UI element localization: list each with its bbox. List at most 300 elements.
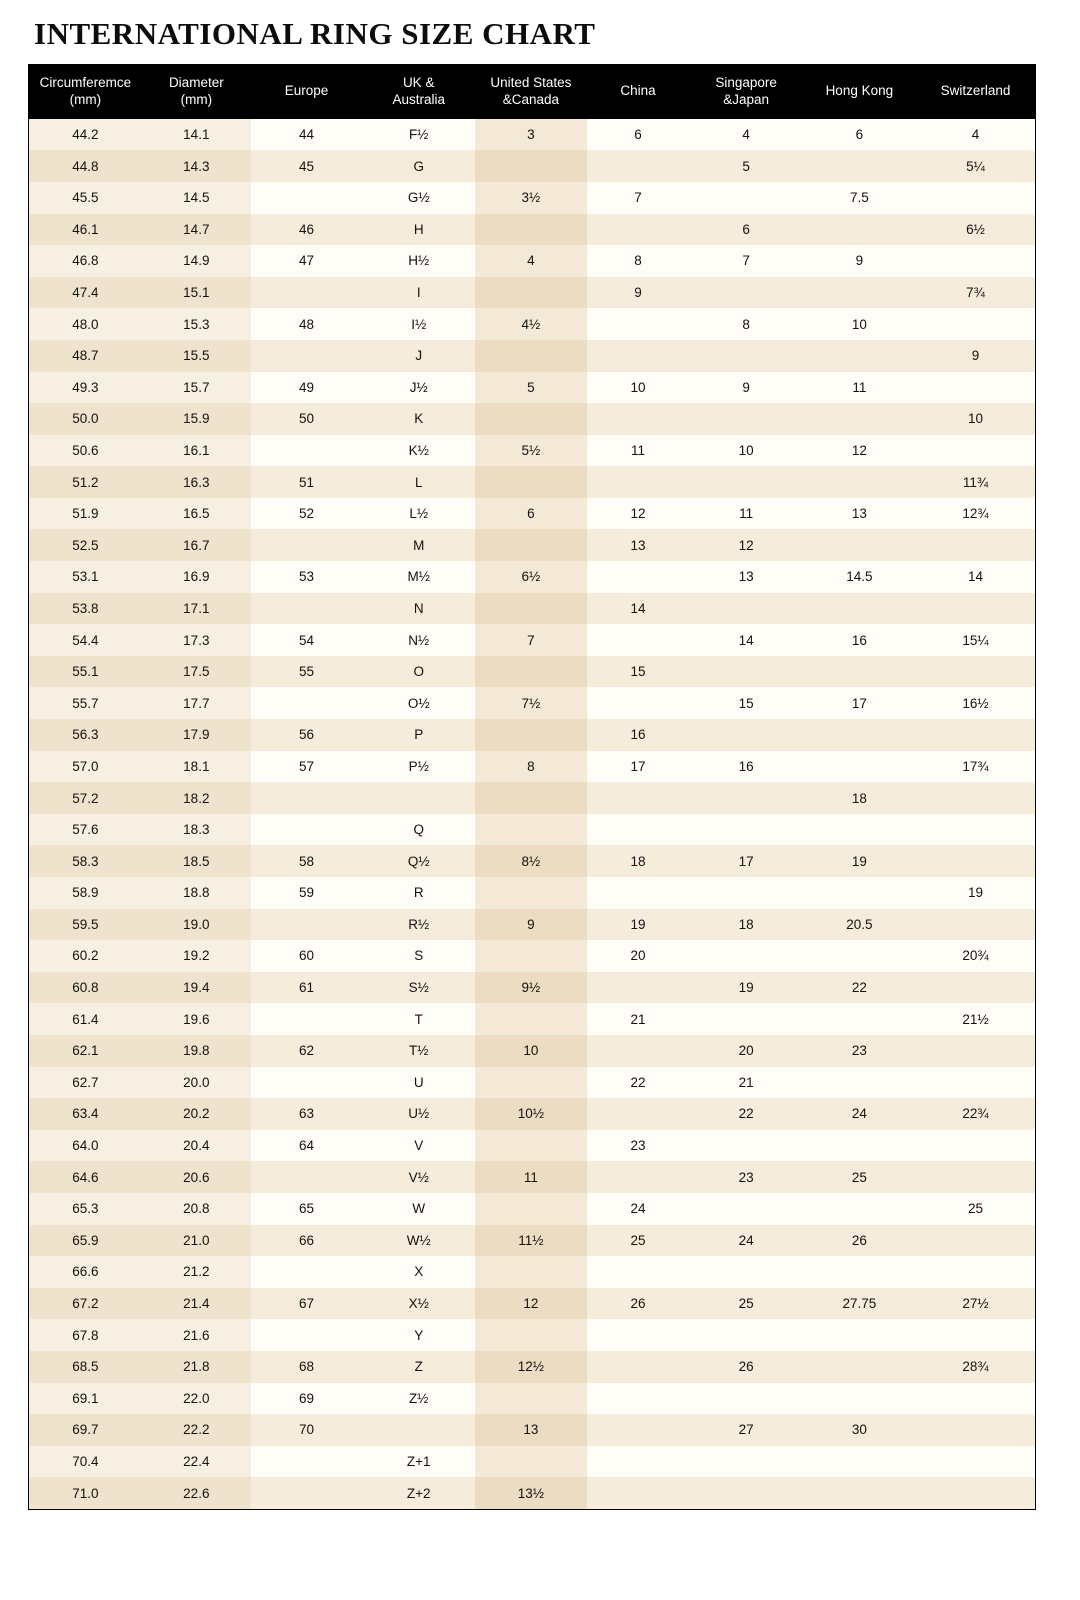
table-cell: 4½ <box>475 308 586 340</box>
table-cell <box>251 687 362 719</box>
table-row <box>29 1477 1036 1509</box>
table-row <box>29 909 1036 941</box>
table-cell: Z½ <box>408 1390 429 1406</box>
table-cell: V <box>414 1138 424 1154</box>
table-cell: 53.1 <box>29 561 142 593</box>
table-cell <box>916 782 1036 814</box>
table-cell: 5½ <box>475 435 586 467</box>
table-cell <box>803 150 916 182</box>
table-cell <box>475 814 586 846</box>
table-cell: G½ <box>407 190 430 206</box>
table-cell <box>803 340 916 372</box>
table-cell <box>587 972 690 1004</box>
table-cell: 45 <box>298 158 314 174</box>
table-cell: 26 <box>851 1232 867 1248</box>
table-cell <box>803 1193 916 1225</box>
table-cell: 22¾ <box>962 1106 989 1122</box>
table-cell: 17 <box>851 695 867 711</box>
table-cell: 22.2 <box>142 1414 251 1446</box>
table-cell: T <box>414 1011 423 1027</box>
table-cell: 21.4 <box>142 1288 251 1320</box>
table-cell <box>251 435 362 467</box>
table-cell: 14.3 <box>142 150 251 182</box>
table-cell: 8 <box>742 316 750 332</box>
table-cell: 24 <box>851 1106 867 1122</box>
table-row <box>29 656 1036 688</box>
table-cell: 21.0 <box>142 1225 251 1257</box>
table-cell: 45.5 <box>29 182 142 214</box>
table-cell: 5 <box>475 372 586 404</box>
table-cell: X <box>414 1264 424 1280</box>
table-cell <box>803 593 916 625</box>
table-cell: 25 <box>851 1169 867 1185</box>
table-cell: Z <box>414 1359 423 1375</box>
table-cell: P½ <box>408 758 429 774</box>
table-cell: 15.9 <box>142 403 251 435</box>
table-cell <box>916 719 1036 751</box>
table-cell <box>587 1414 690 1446</box>
table-cell: 6 <box>742 221 750 237</box>
column-header-3 <box>362 65 475 119</box>
table-cell: 18.2 <box>142 782 251 814</box>
table-row <box>29 403 1036 435</box>
table-cell <box>803 1351 916 1383</box>
table-cell: 22 <box>738 1106 754 1122</box>
column-header-line1: Europe <box>284 83 329 99</box>
table-row <box>29 687 1036 719</box>
table-cell: 11 <box>739 506 754 522</box>
table-cell <box>251 277 362 309</box>
table-cell: W½ <box>406 1232 431 1248</box>
table-row <box>29 1098 1036 1130</box>
table-cell <box>475 656 586 688</box>
table-cell: X½ <box>408 1296 429 1312</box>
column-header-5 <box>587 65 690 119</box>
table-cell: 51.2 <box>29 466 142 498</box>
table-cell <box>803 1130 916 1162</box>
table-row <box>29 182 1036 214</box>
table-cell: 13 <box>851 506 867 522</box>
table-cell: 60.8 <box>29 972 142 1004</box>
table-cell <box>475 529 586 561</box>
table-cell: 50.0 <box>29 403 142 435</box>
table-cell: 57.0 <box>29 751 142 783</box>
table-cell <box>916 1477 1036 1509</box>
table-cell: 20.4 <box>142 1130 251 1162</box>
table-row <box>29 561 1036 593</box>
table-cell: 12 <box>475 1288 586 1320</box>
table-cell: 22 <box>630 1074 646 1090</box>
table-cell: 15.7 <box>142 372 251 404</box>
table-row <box>29 1446 1036 1478</box>
table-cell: 54 <box>298 632 314 648</box>
table-cell: 24 <box>630 1201 646 1217</box>
table-cell <box>689 1256 802 1288</box>
table-cell: 49 <box>298 379 314 395</box>
table-cell <box>475 277 586 309</box>
table-cell: 7¾ <box>966 285 985 301</box>
table-cell: 25 <box>738 1296 754 1312</box>
table-cell <box>475 1067 586 1099</box>
table-cell: 22.0 <box>142 1383 251 1415</box>
table-cell: 48 <box>298 316 314 332</box>
table-cell: 7.5 <box>849 190 869 206</box>
table-cell <box>916 1225 1036 1257</box>
table-cell: 50 <box>298 411 314 427</box>
table-row <box>29 1383 1036 1415</box>
table-cell: 11½ <box>475 1225 586 1257</box>
table-row <box>29 498 1036 530</box>
table-cell <box>475 1319 586 1351</box>
table-cell: 10 <box>851 316 867 332</box>
table-cell <box>916 182 1036 214</box>
table-cell: 46.1 <box>29 214 142 246</box>
table-cell <box>916 593 1036 625</box>
table-cell <box>689 403 802 435</box>
table-cell: 13 <box>475 1414 586 1446</box>
table-cell: 17.5 <box>142 656 251 688</box>
table-cell <box>587 1477 690 1509</box>
table-cell: 55 <box>298 664 314 680</box>
table-cell <box>916 245 1036 277</box>
table-cell: 21½ <box>962 1011 989 1027</box>
table-cell <box>916 1414 1036 1446</box>
table-cell <box>587 466 690 498</box>
table-cell: 9 <box>634 285 642 301</box>
table-cell <box>689 593 802 625</box>
table-cell: 3½ <box>475 182 586 214</box>
table-cell <box>916 1161 1036 1193</box>
table-cell <box>251 782 362 814</box>
table-cell: 17.3 <box>142 624 251 656</box>
table-cell <box>689 656 802 688</box>
table-cell: 4 <box>475 245 586 277</box>
table-cell: S½ <box>408 980 429 996</box>
table-cell: 21.6 <box>142 1319 251 1351</box>
table-cell: 17.1 <box>142 593 251 625</box>
column-header-2 <box>251 65 362 119</box>
table-cell <box>251 1161 362 1193</box>
table-cell: 24 <box>738 1232 754 1248</box>
table-cell: 57.6 <box>29 814 142 846</box>
table-cell <box>587 340 690 372</box>
ring-size-table <box>28 64 1036 1510</box>
table-header-row <box>29 65 1036 119</box>
table-cell <box>587 1446 690 1478</box>
table-cell: 60 <box>298 948 314 964</box>
table-cell: 8 <box>634 253 642 269</box>
table-cell: 16.3 <box>142 466 251 498</box>
table-cell: 16.7 <box>142 529 251 561</box>
table-cell: 28¾ <box>962 1359 989 1375</box>
table-cell: 17.9 <box>142 719 251 751</box>
table-cell <box>803 277 916 309</box>
table-cell <box>689 782 802 814</box>
table-cell <box>251 1256 362 1288</box>
table-cell <box>916 1256 1036 1288</box>
table-cell: 19.6 <box>142 1003 251 1035</box>
table-cell: 25 <box>967 1201 983 1217</box>
table-cell: 11 <box>475 1161 586 1193</box>
column-header-line1: Singapore <box>715 75 777 90</box>
table-cell <box>689 1130 802 1162</box>
table-cell: 66 <box>298 1232 314 1248</box>
table-cell: 6½ <box>475 561 586 593</box>
table-cell <box>916 972 1036 1004</box>
table-cell: 19 <box>630 916 646 932</box>
table-cell: 20 <box>630 948 646 964</box>
table-cell: 16.5 <box>142 498 251 530</box>
table-cell: 18.8 <box>142 877 251 909</box>
table-cell <box>803 719 916 751</box>
column-header-line1: Diameter <box>168 75 224 90</box>
table-cell <box>475 1383 586 1415</box>
table-cell <box>803 814 916 846</box>
table-row <box>29 435 1036 467</box>
table-cell: 14.1 <box>142 119 251 151</box>
table-cell: 60.2 <box>29 940 142 972</box>
table-cell: R½ <box>408 916 430 932</box>
table-cell: L½ <box>409 506 429 522</box>
table-cell: 56.3 <box>29 719 142 751</box>
table-cell: 65.3 <box>29 1193 142 1225</box>
table-cell <box>803 877 916 909</box>
table-cell: 6 <box>855 127 864 143</box>
table-cell: I½ <box>411 316 427 332</box>
table-cell: 62.7 <box>29 1067 142 1099</box>
table-cell: 17¾ <box>962 758 989 774</box>
table-cell <box>916 1319 1036 1351</box>
table-cell: 6 <box>634 127 642 143</box>
table-cell <box>916 845 1036 877</box>
table-row <box>29 972 1036 1004</box>
table-cell <box>587 624 690 656</box>
table-cell: 9 <box>971 348 980 364</box>
table-cell <box>689 1193 802 1225</box>
column-header-line1: Hong Kong <box>825 83 894 99</box>
table-cell <box>803 529 916 561</box>
table-cell <box>803 1067 916 1099</box>
table-row <box>29 245 1036 277</box>
table-cell <box>475 1130 586 1162</box>
table-cell: 19.0 <box>142 909 251 941</box>
column-header-6 <box>689 65 802 119</box>
table-cell: 68.5 <box>29 1351 142 1383</box>
table-cell: 14.7 <box>142 214 251 246</box>
table-cell <box>475 1256 586 1288</box>
table-cell <box>916 656 1036 688</box>
table-cell: 14.5 <box>846 569 873 585</box>
table-cell <box>689 466 802 498</box>
table-cell: H½ <box>408 253 430 269</box>
table-cell <box>251 529 362 561</box>
table-cell: 18.3 <box>142 814 251 846</box>
table-cell: 55.7 <box>29 687 142 719</box>
table-cell <box>475 1003 586 1035</box>
table-cell: 53.8 <box>29 593 142 625</box>
table-cell: 20 <box>738 1043 754 1059</box>
table-cell: 19.2 <box>142 940 251 972</box>
table-row <box>29 1003 1036 1035</box>
table-cell: 68 <box>298 1359 314 1375</box>
table-row <box>29 1256 1036 1288</box>
table-cell: 14.5 <box>142 182 251 214</box>
table-cell: 22.6 <box>142 1477 251 1509</box>
table-cell: 15.3 <box>142 308 251 340</box>
table-cell: 18 <box>851 790 867 806</box>
table-cell: 9 <box>475 909 586 941</box>
table-cell <box>587 782 690 814</box>
table-cell: H <box>413 221 424 237</box>
table-cell: 23 <box>738 1169 754 1185</box>
table-cell <box>251 1477 362 1509</box>
table-cell <box>251 814 362 846</box>
table-cell <box>916 372 1036 404</box>
table-cell <box>475 940 586 972</box>
table-cell <box>587 1383 690 1415</box>
table-cell: 18 <box>738 916 754 932</box>
table-cell <box>689 277 802 309</box>
table-cell: 8 <box>475 751 586 783</box>
table-cell: 27 <box>738 1422 754 1438</box>
table-cell: 19.4 <box>142 972 251 1004</box>
table-cell: R <box>413 885 424 901</box>
table-cell <box>689 182 802 214</box>
table-row <box>29 877 1036 909</box>
table-cell: 20.6 <box>142 1161 251 1193</box>
table-cell <box>587 814 690 846</box>
table-cell: 9 <box>742 379 750 395</box>
table-cell: 12¾ <box>962 506 989 522</box>
table-cell: 46.8 <box>29 245 142 277</box>
table-cell <box>587 561 690 593</box>
table-cell: 12½ <box>475 1351 586 1383</box>
table-cell <box>475 466 586 498</box>
table-cell <box>475 593 586 625</box>
table-cell <box>587 877 690 909</box>
table-cell <box>251 1067 362 1099</box>
table-cell: 67.8 <box>29 1319 142 1351</box>
table-cell <box>587 308 690 340</box>
table-cell <box>916 1035 1036 1067</box>
table-cell <box>475 1446 586 1478</box>
table-cell <box>475 782 586 814</box>
table-cell: 65.9 <box>29 1225 142 1257</box>
table-cell <box>916 308 1036 340</box>
table-cell <box>803 1446 916 1478</box>
table-cell: 62.1 <box>29 1035 142 1067</box>
table-cell <box>587 687 690 719</box>
table-cell: 17 <box>738 853 754 869</box>
table-row <box>29 1319 1036 1351</box>
table-cell: 13 <box>738 569 754 585</box>
table-cell: 57.2 <box>29 782 142 814</box>
table-cell: 44.2 <box>29 119 142 151</box>
table-cell <box>475 1193 586 1225</box>
table-cell: 12 <box>630 506 646 522</box>
table-cell: 20.8 <box>142 1193 251 1225</box>
table-cell <box>362 1414 475 1446</box>
table-cell: K½ <box>408 442 429 458</box>
table-cell: 57 <box>298 758 314 774</box>
table-row <box>29 1035 1036 1067</box>
table-cell <box>803 466 916 498</box>
table-cell: 10 <box>630 379 646 395</box>
table-cell <box>689 340 802 372</box>
table-row <box>29 372 1036 404</box>
table-cell: 55.1 <box>29 656 142 688</box>
table-cell: 64.0 <box>29 1130 142 1162</box>
table-cell: Y <box>414 1327 424 1343</box>
table-cell <box>251 340 362 372</box>
table-cell: 14.9 <box>142 245 251 277</box>
table-row <box>29 119 1036 151</box>
column-header-line2: (mm) <box>69 91 102 107</box>
table-row <box>29 529 1036 561</box>
table-cell: 54.4 <box>29 624 142 656</box>
table-cell: 23 <box>630 1138 646 1154</box>
column-header-line2: Australia <box>392 91 445 107</box>
table-cell: 26 <box>738 1359 754 1375</box>
table-cell <box>803 1003 916 1035</box>
table-cell: 9½ <box>475 972 586 1004</box>
column-header-8 <box>916 65 1036 119</box>
table-cell <box>916 909 1036 941</box>
table-row <box>29 1193 1036 1225</box>
table-cell: 12 <box>851 442 867 458</box>
table-cell <box>587 1035 690 1067</box>
table-cell: 14 <box>630 600 646 616</box>
table-cell: 5 <box>742 158 750 174</box>
table-cell: 23 <box>851 1043 867 1059</box>
table-cell <box>803 1383 916 1415</box>
table-cell: 21.8 <box>142 1351 251 1383</box>
table-cell: 7 <box>634 190 642 206</box>
table-row <box>29 1288 1036 1320</box>
table-cell: 52 <box>298 506 314 522</box>
column-header-line1: Switzerland <box>940 83 1011 99</box>
table-cell: M½ <box>407 569 430 585</box>
table-cell <box>251 1003 362 1035</box>
table-cell: Q <box>413 822 424 838</box>
table-cell: 69.7 <box>29 1414 142 1446</box>
table-cell: Z+2 <box>406 1485 431 1501</box>
table-cell: 19 <box>738 980 754 996</box>
table-row <box>29 751 1036 783</box>
table-cell <box>587 1319 690 1351</box>
table-cell <box>803 1319 916 1351</box>
table-cell: 50.6 <box>29 435 142 467</box>
table-cell: 63 <box>298 1106 314 1122</box>
table-cell: 52.5 <box>29 529 142 561</box>
table-cell <box>916 1446 1036 1478</box>
table-cell: 17.7 <box>142 687 251 719</box>
table-cell: 18 <box>630 853 646 869</box>
table-cell <box>587 1098 690 1130</box>
table-cell: 10½ <box>475 1098 586 1130</box>
table-cell: 21 <box>630 1011 646 1027</box>
table-cell: 20¾ <box>962 948 989 964</box>
table-cell <box>475 403 586 435</box>
table-cell: 58.3 <box>29 845 142 877</box>
table-cell: 16.9 <box>142 561 251 593</box>
table-cell: Z+1 <box>406 1453 431 1469</box>
table-cell: M <box>413 537 425 553</box>
page-title: INTERNATIONAL RING SIZE CHART <box>34 16 596 51</box>
table-cell <box>475 877 586 909</box>
table-cell: 22 <box>851 980 867 996</box>
table-cell <box>251 1319 362 1351</box>
